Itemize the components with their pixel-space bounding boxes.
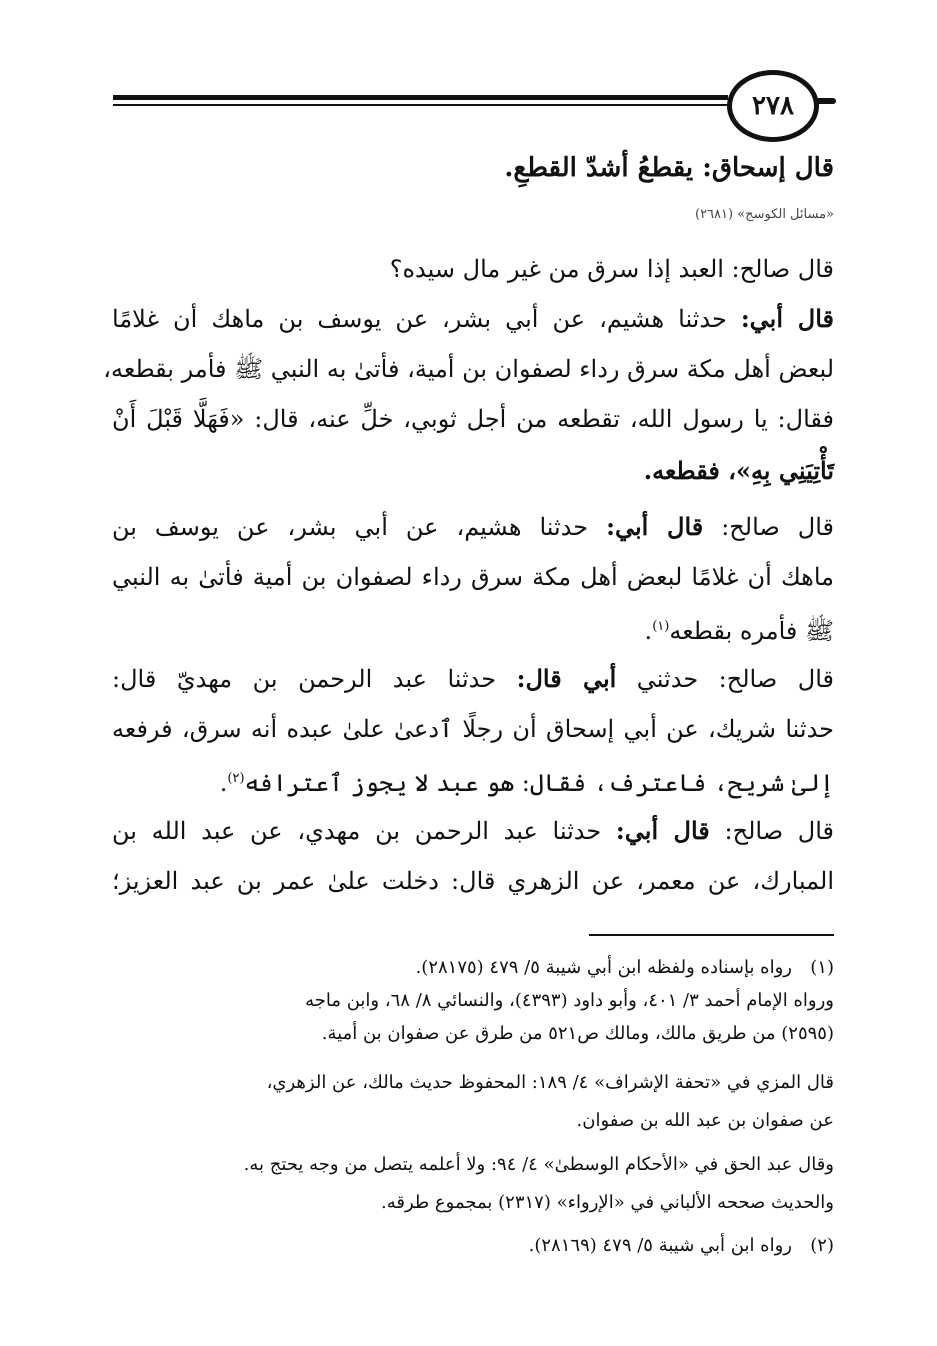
- para2-line1: [112, 511, 834, 543]
- header-rule-thin: [113, 104, 728, 106]
- para2-line1-text: حدثنا هشيم، عن أبي بشر، عن يوسف بن: [112, 513, 607, 541]
- footnote-ref-2[interactable]: (٢): [227, 771, 245, 786]
- heading-text: يقطعُ أشدّ القطعِ.: [504, 153, 703, 183]
- footnote-1-line7: والحديث صححه الألباني في «الإرواء» (٢٣١٧) بمجموع طرقه.: [380, 1192, 834, 1213]
- footnote-separator: [589, 934, 834, 936]
- footnote-2-line1: [112, 1233, 834, 1259]
- footnote-1-line2: ورواه الإمام أحمد ٣/ ٤٠١، وأبو داود (٤٣٩٣)، والنسائي ٨/ ٦٨، وابن ماجه: [305, 990, 834, 1011]
- para2-line2: ماهك أن غلامًا لبعض أهل مكة سرق رداء لصفوان بن أمية فأتىٰ به النبي: [112, 563, 835, 591]
- para1-line1-text: حدثنا هشيم، عن أبي بشر، عن يوسف بن ماهك أن غلامًا: [112, 305, 741, 333]
- footnote-1-line6: وقال عبد الحق في «الأحكام الوسطىٰ» ٤/ ٩٤: ولا أعلمه يتصل من وجه يحتج به.: [243, 1154, 834, 1175]
- para1-line4: تَأْتِيَنِي بِهِ»، فقطعه.: [643, 456, 834, 485]
- para3-line3-text: إلىٰ شريح، فاعترف، فقال: هو عبد لا يجوز ٱعترافه: [244, 769, 834, 797]
- header-rule-tail: [816, 98, 836, 104]
- para3-line2: حدثنا شريك، عن أبي إسحاق أن رجلًا ٱدعىٰ علىٰ عبده أنه سرق، فرفعه: [112, 715, 834, 743]
- para4-prefix: قال صالح:: [709, 817, 835, 845]
- para1-line1: [112, 303, 834, 335]
- header-rule-thick: [113, 95, 728, 100]
- para3-speaker: أبي قال:: [516, 664, 617, 693]
- para1-line3: فقال: يا رسول الله، تقطعه من أجل ثوبي، خلِّ عنه، قال: «فَهَلَّا قَبْلَ أَنْ: [112, 405, 834, 433]
- footnote-1-line1: [112, 955, 834, 981]
- footnote-1-number: (١): [810, 957, 834, 978]
- heading-speaker: قال إسحاق:: [702, 153, 834, 183]
- para3-prefix: قال صالح: حدثني: [616, 665, 834, 693]
- para3-line1-text: حدثنا عبد الرحمن بن مهديّ قال:: [112, 665, 517, 693]
- para4-line1-text: حدثنا عبد الرحمن بن مهدي، عن عبد الله بن: [112, 817, 616, 845]
- footnote-ref-1[interactable]: (١): [652, 619, 670, 634]
- para4-line2: المبارك، عن معمر، عن الزهري قال: دخلت علىٰ عمر بن عبد العزيز؛: [112, 867, 834, 895]
- para3-line3-end: .: [219, 769, 228, 797]
- footnote-2-number: (٢): [810, 1235, 834, 1256]
- para2-prefix: قال صالح:: [703, 513, 834, 541]
- para2-line3: [112, 611, 834, 647]
- footnote-1-line3: (٢٥٩٥) من طريق مالك، ومالك ص٥٢١ من طرق عن صفوان بن أمية.: [321, 1023, 834, 1044]
- page-number: ٢٧٨: [727, 70, 819, 142]
- para3-line3: [112, 763, 834, 799]
- para1-line2: لبعض أهل مكة سرق رداء لصفوان بن أمية، فأتىٰ به النبي ﷺ فأمر بقطعه،: [103, 355, 834, 383]
- heading-line: [112, 152, 834, 184]
- para2-speaker: قال أبي:: [606, 512, 704, 541]
- heading-source: «مسائل الكوسج» (٢٦٨١): [695, 207, 834, 222]
- para2-line3-text: ﷺ فأمره بقطعه: [669, 617, 834, 645]
- para2-line3-end: .: [644, 617, 653, 645]
- footnote-1-text: رواه بإسناده ولفظه ابن أبي شيبة ٥/ ٤٧٩ (٢٨١٧٥).: [415, 957, 792, 978]
- footnote-2-text: رواه ابن أبي شيبة ٥/ ٤٧٩ (٢٨١٦٩).: [528, 1235, 792, 1256]
- para3-line1: [112, 663, 834, 695]
- footnote-1-line4: قال المزي في «تحفة الإشراف» ٤/ ١٨٩: المحفوظ حديث مالك، عن الزهري،: [266, 1072, 834, 1093]
- para4-line1: [112, 815, 834, 847]
- footnote-1-line5: عن صفوان بن عبد الله بن صفوان.: [576, 1110, 834, 1131]
- para1-speaker: قال أبي:: [740, 304, 834, 333]
- para4-speaker: قال أبي:: [615, 816, 710, 845]
- question-line: قال صالح: العبد إذا سرق من غير مال سيده؟: [389, 255, 834, 283]
